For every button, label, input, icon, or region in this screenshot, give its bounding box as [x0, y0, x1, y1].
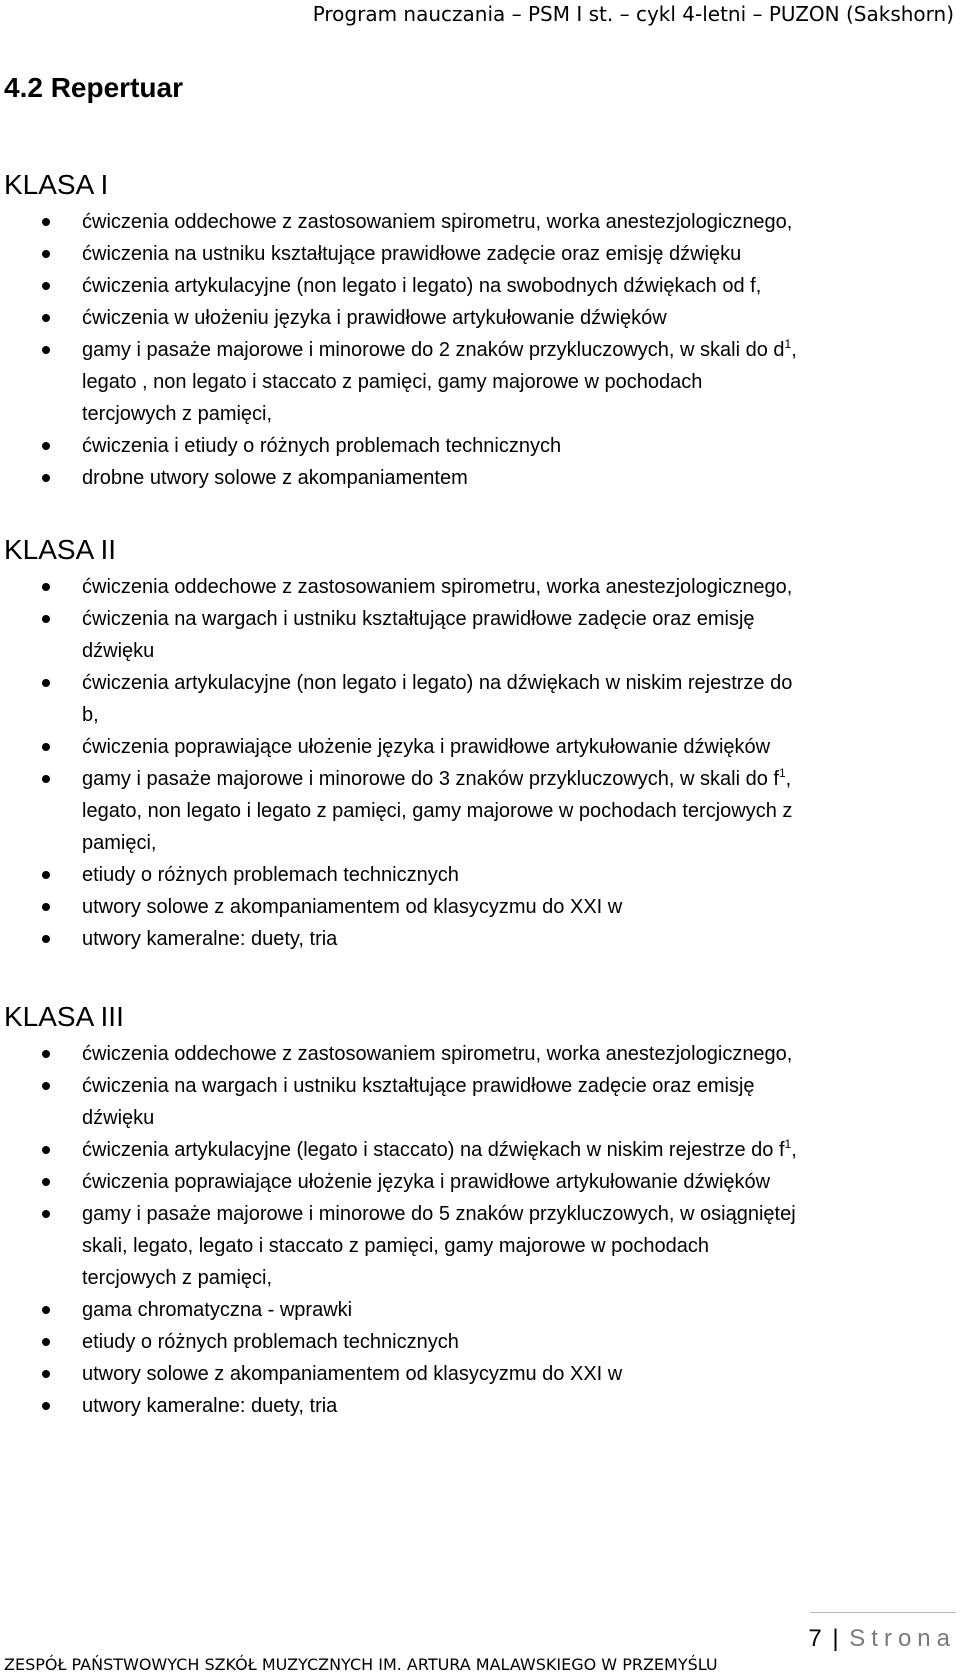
page-number: [808, 1625, 956, 1653]
list-item: etiudy o różnych problemach technicznych: [4, 1326, 954, 1358]
page-number-value: 7: [808, 1625, 822, 1652]
list-item: ćwiczenia na wargach i ustniku kształtujące prawidłowe zadęcie oraz emisję dźwięku: [4, 603, 954, 667]
list-item: ćwiczenia artykulacyjne (non legato i legato) na dźwiękach w niskim rejestrze do b,: [4, 667, 954, 731]
klasa-2-list: [4, 571, 954, 955]
list-item: utwory solowe z akompaniamentem od klasycyzmu do XXI w: [4, 891, 954, 923]
list-item: ćwiczenia poprawiające ułożenie języka i prawidłowe artykułowanie dźwięków: [4, 1166, 954, 1198]
klasa-2-section: [4, 533, 954, 955]
list-item: ćwiczenia poprawiające ułożenie języka i prawidłowe artykułowanie dźwięków: [4, 731, 954, 763]
section-heading: 4.2 Repertuar: [4, 72, 183, 103]
list-item: ćwiczenia i etiudy o różnych problemach technicznych: [4, 430, 954, 462]
running-header: Program nauczania – PSM I st. – cykl 4-letni – PUZON (Sakshorn): [312, 2, 954, 26]
klasa-1-section: [4, 168, 954, 494]
klasa-3-list: [4, 1038, 954, 1422]
list-item: ćwiczenia w ułożeniu języka i prawidłowe artykułowanie dźwięków: [4, 302, 954, 334]
list-item: utwory solowe z akompaniamentem od klasycyzmu do XXI w: [4, 1358, 954, 1390]
page-number-separator: |: [832, 1625, 839, 1652]
list-item: ćwiczenia oddechowe z zastosowaniem spirometru, worka anestezjologicznego,: [4, 1038, 954, 1070]
klasa-3-title: KLASA III: [4, 1001, 124, 1032]
list-item: gamy i pasaże majorowe i minorowe do 5 znaków przykluczowych, w osiągniętej skali, legato, legato i staccato z pamięci, gamy majorowe w pochodach tercjowych z pamięci,: [4, 1198, 954, 1294]
list-item: ćwiczenia oddechowe z zastosowaniem spirometru, worka anestezjologicznego,: [4, 571, 954, 603]
list-item: gamy i pasaże majorowe i minorowe do 3 znaków przykluczowych, w skali do $f^1$, legato, non legato i legato z pamięci, gamy majorowe w pochodach tercjowych z pamięci,: [4, 763, 954, 859]
list-item: gama chromatyczna - wprawki: [4, 1294, 954, 1326]
klasa-3-section: [4, 1000, 954, 1422]
list-item: ćwiczenia na wargach i ustniku kształtujące prawidłowe zadęcie oraz emisję dźwięku: [4, 1070, 954, 1134]
list-item: ćwiczenia na ustniku kształtujące prawidłowe zadęcie oraz emisję dźwięku: [4, 238, 954, 270]
list-item: ćwiczenia artykulacyjne (non legato i legato) na swobodnych dźwiękach od f,: [4, 270, 954, 302]
list-item: ćwiczenia artykulacyjne (legato i staccato) na dźwiękach w niskim rejestrze do $f^1$,: [4, 1134, 954, 1166]
list-item: ćwiczenia oddechowe z zastosowaniem spirometru, worka anestezjologicznego,: [4, 206, 954, 238]
klasa-1-list: [4, 206, 954, 494]
list-item: utwory kameralne: duety, tria: [4, 923, 954, 955]
list-item: gamy i pasaże majorowe i minorowe do 2 znaków przykluczowych, w skali do $d^1$, legato , non legato i staccato z pamięci, gamy majorowe w pochodach tercjowych z pamięci,: [4, 334, 954, 430]
list-item: utwory kameralne: duety, tria: [4, 1390, 954, 1422]
klasa-2-title: KLASA II: [4, 534, 117, 565]
klasa-1-title: KLASA I: [4, 169, 109, 200]
footer-school-name: ZESPÓŁ PAŃSTWOWYCH SZKÓŁ MUZYCZNYCH IM. ARTURA MALAWSKIEGO W PRZEMYŚLU: [4, 1655, 718, 1674]
footer-divider: [810, 1612, 956, 1613]
list-item: drobne utwory solowe z akompaniamentem: [4, 462, 954, 494]
list-item: etiudy o różnych problemach technicznych: [4, 859, 954, 891]
page-number-label: Strona: [849, 1625, 956, 1652]
